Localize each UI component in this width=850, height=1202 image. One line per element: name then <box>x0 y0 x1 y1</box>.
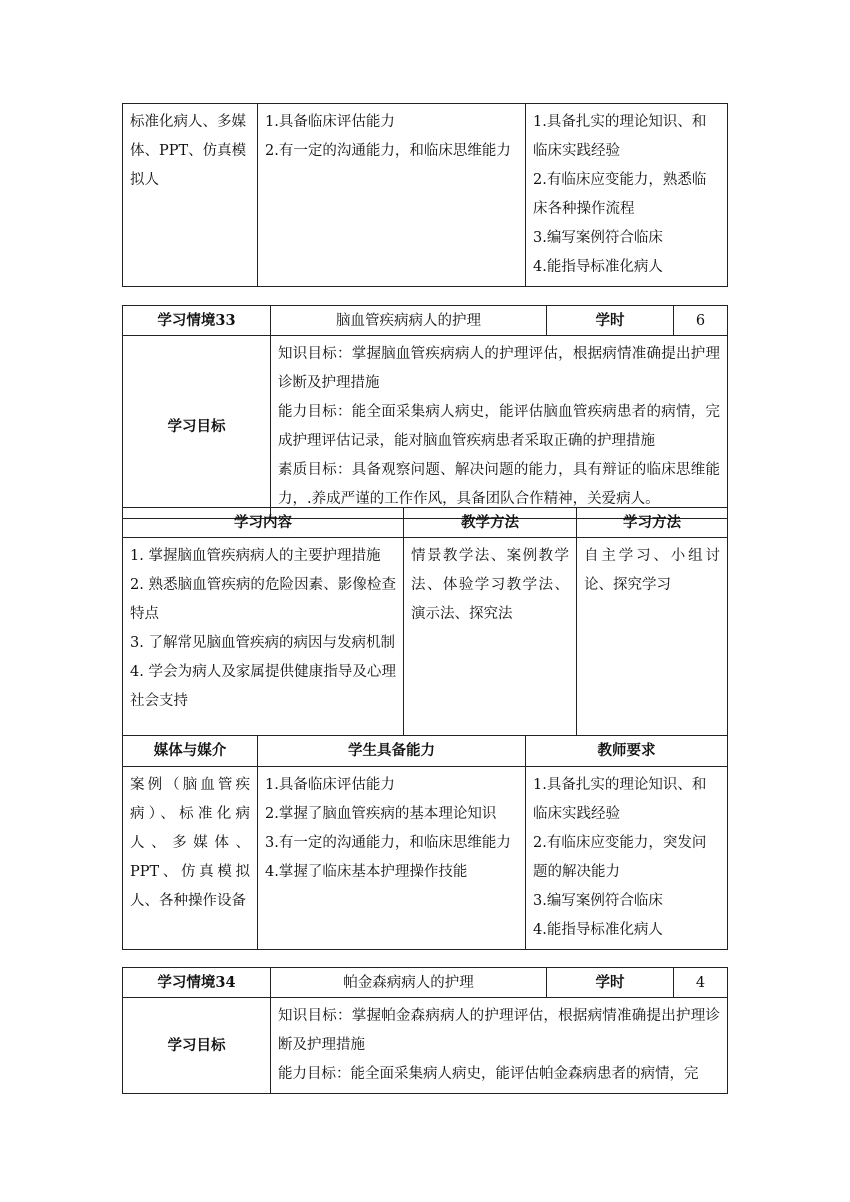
learning-methods-cell: 自主学习、小组讨论、探究学习 <box>577 538 728 736</box>
hours-value: 4 <box>674 968 728 998</box>
situation-34-header <box>122 967 728 1094</box>
teaching-methods-cell: 情景教学法、案例教学法、体验学习教学法、演示法、探究法 <box>404 538 577 736</box>
goals-label: 学习目标 <box>123 998 271 1094</box>
hours-label: 学时 <box>547 968 674 998</box>
situation-title: 脑血管疾病病人的护理 <box>271 306 547 336</box>
teacher-cell: 1.具备扎实的理论知识、和临床实践经验 2.有临床应变能力，突发问题的解决能力 3.编写案例符合临床 4.能指导标准化病人 <box>526 767 728 950</box>
situation-33-header <box>122 305 728 519</box>
continuation-table <box>122 103 728 287</box>
situation-label: 学习情境33 <box>123 306 271 336</box>
goals-cell: 知识目标：掌握帕金森病病人的护理评估，根据病情准确提出护理诊断及护理措施 能力目标：能全面采集病人病史，能评估帕金森病患者的病情，完 <box>271 998 728 1094</box>
goals-label: 学习目标 <box>123 336 271 519</box>
abilities-label: 学生具备能力 <box>258 736 526 767</box>
hours-value: 6 <box>674 306 728 336</box>
abilities-cell: 1.具备临床评估能力 2.有一定的沟通能力，和临床思维能力 <box>258 104 526 287</box>
content-cell: 1. 掌握脑血管疾病病人的主要护理措施 2. 熟悉脑血管疾病的危险因素、影像检查特点 3. 了解常见脑血管疾病的病因与发病机制 4. 学会为病人及家属提供健康指导及心理社会支持 <box>123 538 404 736</box>
abilities-cell: 1.具备临床评估能力 2.掌握了脑血管疾病的基本理论知识 3.有一定的沟通能力，和临床思维能力 4.掌握了临床基本护理操作技能 <box>258 767 526 950</box>
situation-label: 学习情境34 <box>123 968 271 998</box>
media-cell: 标准化病人、多媒体、PPT、仿真模拟人 <box>123 104 258 287</box>
hours-label: 学时 <box>547 306 674 336</box>
teacher-label: 教师要求 <box>526 736 728 767</box>
situation-title: 帕金森病病人的护理 <box>271 968 547 998</box>
situation-33-media <box>122 735 728 950</box>
goals-cell: 知识目标：掌握脑血管疾病病人的护理评估，根据病情准确提出护理诊断及护理措施 能力目标：能全面采集病人病史，能评估脑血管疾病患者的病情，完成护理评估记录，能对脑血管疾病患者采取正确的护理措施 素质目标：具备观察问题、解决问题的能力，具有辩证的临床思维能力，.养成严谨的工作作风，具备团队合作精神，关爱病人。 <box>271 336 728 519</box>
media-cell: 案例（脑血管疾病）、标准化病人、多媒体、PPT、仿真模拟人、各种操作设备 <box>123 767 258 950</box>
learning-method-label: 学习方法 <box>577 508 728 538</box>
content-label: 学习内容 <box>123 508 404 538</box>
situation-33-content <box>122 507 728 736</box>
teaching-method-label: 教学方法 <box>404 508 577 538</box>
media-label: 媒体与媒介 <box>123 736 258 767</box>
teacher-cell: 1.具备扎实的理论知识、和临床实践经验 2.有临床应变能力，熟悉临床各种操作流程 3.编写案例符合临床 4.能指导标准化病人 <box>526 104 728 287</box>
